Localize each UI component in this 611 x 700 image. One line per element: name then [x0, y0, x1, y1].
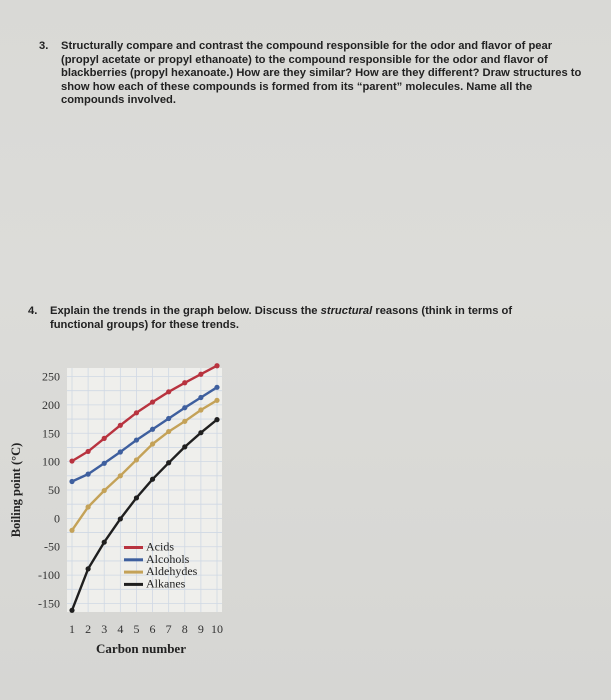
boiling-point-chart	[0, 360, 611, 690]
x-tick-label: 3	[101, 622, 108, 636]
data-point-alcohols	[150, 427, 155, 432]
data-point-alkanes	[166, 460, 171, 465]
data-point-aldehydes	[198, 407, 203, 412]
data-point-alkanes	[69, 608, 74, 613]
data-point-alcohols	[198, 395, 203, 400]
data-point-alkanes	[150, 477, 155, 482]
data-point-acids	[102, 436, 107, 441]
legend-swatch-acids	[124, 546, 143, 549]
legend-label-aldehydes: Aldehydes	[146, 564, 198, 579]
y-tick-label: 200	[42, 397, 60, 412]
data-point-aldehydes	[182, 419, 187, 424]
data-point-acids	[69, 458, 74, 463]
data-point-alcohols	[118, 449, 123, 454]
question-4-emphasis: structural	[320, 305, 373, 317]
data-point-aldehydes	[166, 429, 171, 434]
y-tick-label: 250	[42, 369, 60, 384]
question-3-text: Structurally compare and contrast the compound responsible for the odor and flavor of pear (propyl acetate or propyl ethanoate) to the compound responsible for the odor and flavor of blackberries (propyl hexanoate.) How are they similar? How are they different? Draw structures to show how each of these compounds is formed from its “parent” molecules. Name all the compounds involved.	[61, 40, 582, 107]
data-point-alcohols	[86, 472, 91, 477]
y-tick-label: 150	[42, 426, 60, 441]
x-tick-label: 9	[197, 622, 204, 636]
question-4-text-before: Explain the trends in the graph below. Discuss the	[50, 305, 321, 317]
data-point-acids	[214, 363, 219, 368]
x-tick-label: 4	[117, 622, 124, 636]
question-3-number: 3.	[39, 40, 49, 52]
data-point-alkanes	[86, 566, 91, 571]
data-point-acids	[118, 423, 123, 428]
data-point-alcohols	[214, 385, 219, 390]
data-point-alcohols	[102, 461, 107, 466]
data-point-acids	[198, 372, 203, 377]
legend-label-alcohols: Alcohols	[146, 551, 190, 566]
x-axis-ticks	[69, 622, 223, 636]
data-point-aldehydes	[214, 398, 219, 403]
y-tick-label: -100	[38, 568, 60, 583]
question-4-text-after: reasons (think in terms of functional groups) for these trends.	[50, 305, 513, 331]
data-point-alkanes	[182, 444, 187, 449]
data-point-acids	[86, 449, 91, 454]
data-point-aldehydes	[134, 457, 139, 462]
x-tick-label: 10	[211, 622, 223, 636]
y-tick-label: 50	[48, 483, 60, 497]
data-point-acids	[166, 389, 171, 394]
y-tick-label: -50	[44, 539, 60, 554]
legend-label-alkanes: Alkanes	[146, 576, 186, 591]
y-tick-label: -150	[38, 596, 60, 611]
question-3	[39, 40, 587, 108]
x-tick-label: 5	[133, 622, 140, 636]
data-point-alcohols	[69, 479, 74, 484]
data-point-aldehydes	[150, 441, 155, 446]
x-axis-label: Carbon number	[96, 641, 186, 656]
question-4	[28, 305, 568, 332]
y-tick-label: 100	[42, 454, 60, 469]
data-point-alkanes	[118, 516, 123, 521]
question-4-text	[50, 305, 568, 332]
legend-label-acids: Acids	[146, 539, 174, 554]
x-tick-label: 2	[85, 622, 92, 636]
data-point-aldehydes	[118, 473, 123, 478]
data-point-alcohols	[134, 437, 139, 442]
x-tick-label: 6	[149, 622, 156, 636]
question-4-number: 4.	[28, 305, 38, 317]
x-tick-label: 7	[165, 622, 172, 636]
data-point-alkanes	[198, 430, 203, 435]
data-point-alkanes	[134, 495, 139, 500]
legend-swatch-aldehydes	[124, 571, 143, 574]
data-point-acids	[134, 410, 139, 415]
data-point-alkanes	[102, 540, 107, 545]
y-tick-label: 0	[54, 511, 60, 526]
y-axis-label: Boiling point (°C)	[9, 442, 23, 538]
data-point-aldehydes	[86, 504, 91, 509]
data-point-aldehydes	[102, 488, 107, 493]
legend-swatch-alkanes	[124, 583, 143, 586]
data-point-alkanes	[214, 417, 219, 422]
x-tick-label: 8	[181, 622, 188, 636]
data-point-alcohols	[166, 416, 171, 421]
legend-swatch-alcohols	[124, 558, 143, 561]
data-point-acids	[150, 399, 155, 404]
data-point-aldehydes	[69, 528, 74, 533]
x-tick-label: 1	[69, 622, 75, 636]
data-point-alcohols	[182, 405, 187, 410]
y-axis-ticks	[38, 370, 60, 611]
data-point-acids	[182, 380, 187, 385]
